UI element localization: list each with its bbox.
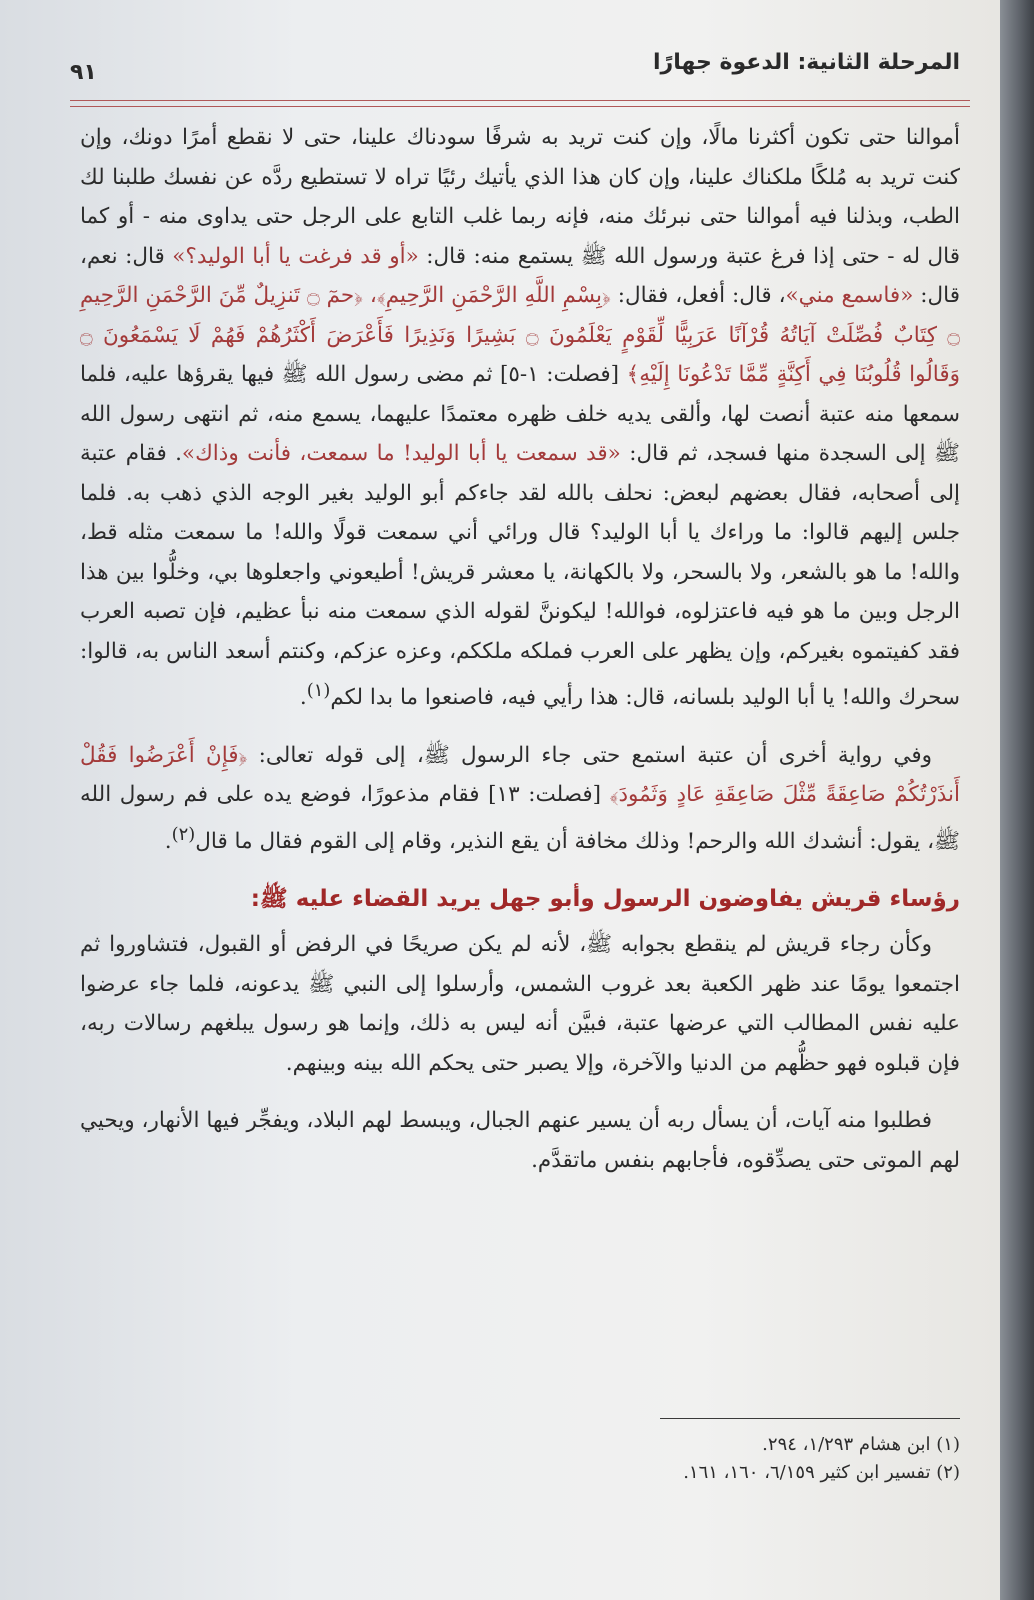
header-rule-thin [70, 106, 970, 107]
quran-verse: ﴿بِسْمِ اللَّهِ الرَّحْمَنِ الرَّحِيمِ﴾، ﴿حمٓ ۝ تَنزِيلٌ مِّنَ الرَّحْمَنِ الرَّحِيمِ ۝ كِتَابٌ فُصِّلَتْ آيَاتُهُ قُرْآنًا عَرَبِيًّا لِّقَوْمٍ يَعْلَمُونَ ۝ بَشِيرًا وَنَذِيرًا فَأَعْرَضَ أَكْثَرُهُمْ فَهُمْ لَا يَسْمَعُونَ ۝ وَقَالُوا قُلُوبُنَا فِي أَكِنَّةٍ مِّمَّا تَدْعُونَا إِلَيْهِ﴾ [80, 283, 960, 387]
body-text: وفي رواية أخرى أن عتبة استمع حتى جاء الرسول ﷺ، إلى قوله تعالى: [247, 742, 933, 768]
quote-text: «فاسمع مني» [785, 283, 914, 308]
spacer [80, 718, 960, 736]
quran-verse: ﴿فَإِنْ أَعْرَضُوا فَقُلْ أَنذَرْتُكُمْ صَاعِقَةً مِّثْلَ صَاعِقَةِ عَادٍ وَثَمُودَ﴾ [80, 742, 960, 808]
book-binding-edge [1000, 0, 1034, 1600]
paragraph: فطلبوا منه آيات، أن يسأل ربه أن يسير عنهم الجبال، ويبسط لهم البلاد، ويفجِّر فيها الأنهار، ويحيي لهم الموتى حتى يصدِّقوه، فأجابهم بنفس ماتقدَّم. [80, 1108, 960, 1173]
footnote-ref: (٢) [171, 823, 196, 845]
spacer [80, 1083, 960, 1101]
paragraph: وفي رواية أخرى أن عتبة استمع حتى جاء الرسول ﷺ، إلى قوله تعالى: ﴿فَإِنْ أَعْرَضُوا فَقُلْ أَنذَرْتُكُمْ صَاعِقَةً مِّثْلَ صَاعِقَةِ عَادٍ وَثَمُودَ﴾ [فصلت: ١٣] فقام مذعورًا، فوضع يده على فم رسول الله ﷺ، يقول: أنشدك الله والرحم! وذلك مخافة أن يقع النذير، وقام إلى القوم فقال ما قال$^{(٢)}$. [80, 742, 960, 854]
footnote-ref: (١) [306, 680, 331, 701]
body-text: قال: نعم، قال: [80, 243, 960, 308]
header-rule [70, 100, 970, 101]
quote-text: «قد سمعت يا أبا الوليد! ما سمعت، فأنت وذاك» [181, 441, 621, 466]
body-text: أموالنا حتى تكون أكثرنا مالًا، وإن كنت تريد به شرفًا سودناك علينا، حتى لا نقطع أمرًا دونك، وإن كنت تريد به مُلكًا ملكناك علينا، وإن كان هذا الذي يأتيك رئيًا تراه لا تستطيع ردَّه عن نفسك طلبنا لك الطب، وبذلنا فيه أموالنا حتى نبرئك منه، فإنه ربما غلب التابع على الرجل حتى يداوى منه - أو كما قال له - حتى إذا فرغ عتبة ورسول الله ﷺ يستمع منه: قال: [80, 125, 961, 269]
body-text: [فصلت: ١٣] فقام مذعورًا، فوضع يده على فم رسول الله ﷺ، يقول: أنشدك الله والرحم! وذلك مخافة أن يقع النذير، وقام إلى القوم فقال ما قال [80, 782, 960, 854]
chapter-title: المرحلة الثانية: الدعوة جهارًا [653, 50, 960, 75]
page-body [80, 118, 960, 1180]
footnote: (٢) تفسير ابن كثير ٦/١٥٩، ١٦٠، ١٦١. [683, 1462, 960, 1483]
footnotes [80, 1418, 960, 1487]
body-text: . فقام عتبة إلى أصحابه، فقال بعضهم لبعض: نحلف بالله لقد جاءكم أبو الوليد بغير الوجه الذي ذهب به. فلما جلس إليهم قالوا: ما وراءك يا أبا الوليد؟ قال ورائي أني سمعت قولًا والله! ما سمعت مثله قط، والله! ما هو بالشعر، ولا بالسحر، ولا بالكهانة، يا معشر قريش! أطيعوني واجعلوها بي، وخلُّوا بين هذا الرجل وبين ما هو فيه فاعتزلوه، فوالله! ليكوننَّ لقوله الذي سمعت منه نبأ عظيم، فإن تصبه العرب فقد كفيتموه بغيركم، وإن يظهر على العرب فملكه ملككم، وعزه عزكم، وكنتم أسعد الناس به، قالوا: سحرك والله! يا أبا الوليد بلسانه، قال: هذا رأيي فيه، فاصنعوا ما بدا لكم [80, 441, 960, 711]
footnote-separator [660, 1418, 960, 1419]
quote-text: «أو قد فرغت يا أبا الوليد؟» [172, 243, 419, 269]
footnote: (١) ابن هشام ١/٢٩٣، ٢٩٤. [762, 1434, 960, 1455]
paragraph: وكأن رجاء قريش لم ينقطع بجوابه ﷺ، لأنه لم يكن صريحًا في الرفض أو القبول، فتشاوروا ثم اجتمعوا يومًا عند ظهر الكعبة بعد غروب الشمس، وأرسلوا إلى النبي ﷺ يدعونه، فلما جاء عرضوا عليه نفس المطالب التي عرضها عتبة، فبيَّن أنه ليس به ذلك، وإنما هو رسول يبلغهم رسالات ربه، فإن قبلوه فهو حظُّهم من الدنيا والآخرة، وإلا يصبر حتى يحكم الله بينه وبينهم. [80, 932, 960, 1076]
page-number: ٩١ [70, 60, 97, 85]
paragraph: أموالنا حتى تكون أكثرنا مالًا، وإن كنت تريد به شرفًا سودناك علينا، حتى لا نقطع أمرًا دونك، وإن كنت تريد به مُلكًا ملكناك علينا، وإن كان هذا الذي يأتيك رئيًا تراه لا تستطيع ردَّه عن نفسك طلبنا لك الطب، وبذلنا فيه أموالنا حتى نبرئك منه، فإنه ربما غلب التابع على الرجل حتى يداوى منه - أو كما قال له - حتى إذا فرغ عتبة ورسول الله ﷺ يستمع منه: قال: «أو قد فرغت يا أبا الوليد؟» قال: نعم، قال: «فاسمع مني»، قال: أفعل، فقال: ﴿بِسْمِ اللَّهِ الرَّحْمَنِ الرَّحِيمِ﴾، ﴿حمٓ ۝ تَنزِيلٌ مِّنَ الرَّحْمَنِ الرَّحِيمِ ۝ كِتَابٌ فُصِّلَتْ آيَاتُهُ قُرْآنًا عَرَبِيًّا لِّقَوْمٍ يَعْلَمُونَ ۝ بَشِيرًا وَنَذِيرًا فَأَعْرَضَ أَكْثَرُهُمْ فَهُمْ لَا يَسْمَعُونَ ۝ وَقَالُوا قُلُوبُنَا فِي أَكِنَّةٍ مِّمَّا تَدْعُونَا إِلَيْهِ﴾ [فصلت: ١-٥] ثم مضى رسول الله ﷺ فيها يقرؤها عليه، فلما سمعها منه عتبة أنصت لها، وألقى يديه خلف ظهره معتمدًا عليهما، يسمع منه، ثم انتهى رسول الله ﷺ إلى السجدة منها فسجد، ثم قال: «قد سمعت يا أبا الوليد! ما سمعت، فأنت وذاك». فقام عتبة إلى أصحابه، فقال بعضهم لبعض: نحلف بالله لقد جاءكم أبو الوليد بغير الوجه الذي ذهب به. فلما جلس إليهم قالوا: ما وراءك يا أبا الوليد؟ قال ورائي أني سمعت قولًا والله! ما سمعت مثله قط، والله! ما هو بالشعر، ولا بالسحر، ولا بالكهانة، يا معشر قريش! أطيعوني واجعلوها بي، وخلُّوا بين هذا الرجل وبين ما هو فيه فاعتزلوه، فوالله! ليكوننَّ لقوله الذي سمعت منه نبأ عظيم، فإن تصبه العرب فقد كفيتموه بغيركم، وإن يظهر على العرب فملكه ملككم، وعزه عزكم، وكنتم أسعد الناس به، قالوا: سحرك والله! يا أبا الوليد بلسانه، قال: هذا رأيي فيه، فاصنعوا ما بدا لكم$^{(١)}$. [80, 125, 961, 711]
section-heading: رؤساء قريش يفاوضون الرسول وأبو جهل يريد القضاء عليه ﷺ: [250, 886, 960, 913]
body-text: ، قال: أفعل، فقال: [610, 283, 786, 308]
body-text: [فصلت: ١-٥] ثم مضى رسول الله ﷺ فيها يقرؤها عليه، فلما سمعها منه عتبة أنصت لها، وألقى يديه خلف ظهره معتمدًا عليهما، يسمع منه، ثم انتهى رسول الله ﷺ إلى السجدة منها فسجد، ثم قال: [80, 362, 960, 466]
running-header [70, 40, 960, 100]
